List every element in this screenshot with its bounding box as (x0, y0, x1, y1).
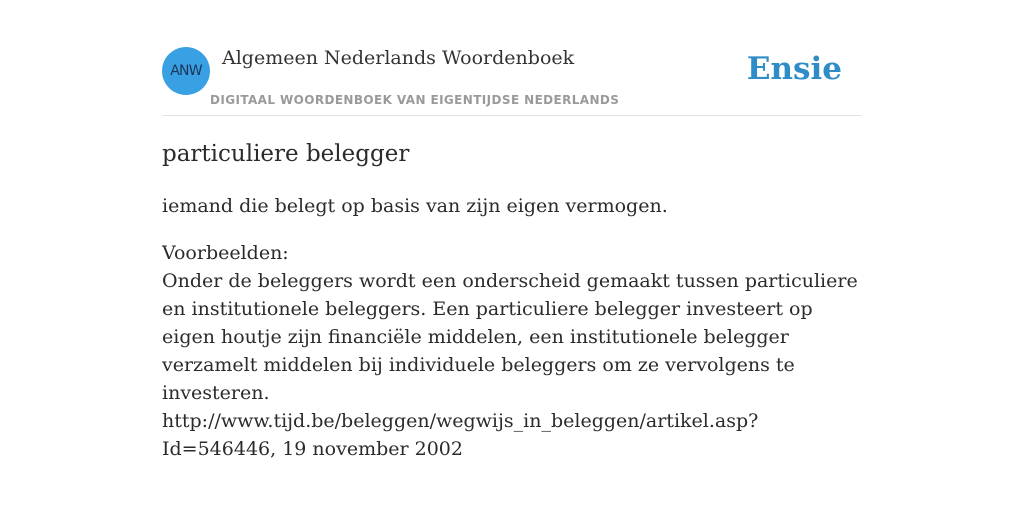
header-divider (162, 115, 862, 116)
definition: iemand die belegt op basis van zijn eigen vermogen. (162, 195, 668, 217)
example-source: http://www.tijd.be/beleggen/wegwijs_in_beleggen/artikel.asp?Id=546446, 19 november 2002 (162, 410, 759, 460)
example-text: Onder de beleggers wordt een onderscheid gemaakt tussen particuliere en institutionele beleggers. Een particuliere belegger investeert op eigen houtje zijn financiële middelen, een institutionele belegger verzamelt middelen bij individuele beleggers om ze vervolgens te investeren. (162, 270, 858, 404)
anw-logo (162, 47, 210, 95)
examples-section (162, 239, 862, 463)
examples-heading: Voorbeelden: (162, 242, 289, 264)
site-title: Algemeen Nederlands Woordenboek (222, 47, 575, 69)
ensie-brand-logo: Ensie (746, 51, 842, 87)
logo-text: ANW (170, 63, 202, 79)
headword: particuliere belegger (162, 141, 410, 167)
site-subtitle: DIGITAAL WOORDENBOEK VAN EIGENTIJDSE NEDERLANDS (210, 93, 620, 107)
entry-card (162, 0, 862, 512)
